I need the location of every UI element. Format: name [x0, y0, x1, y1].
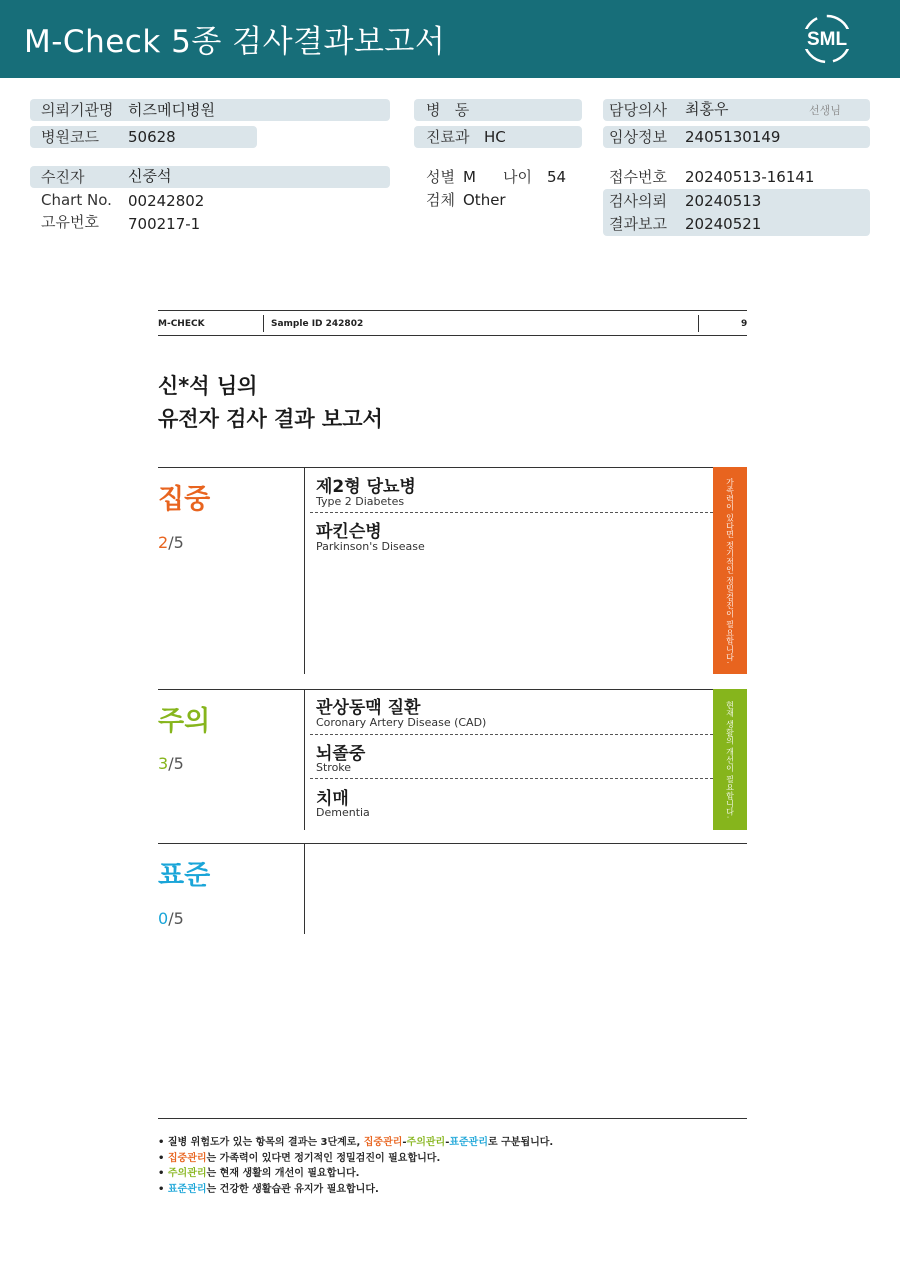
unique-value: 700217-1: [128, 215, 201, 233]
caution-top-rule: [158, 689, 747, 690]
doctor-value: 최홍우: [685, 100, 729, 118]
disease-name-en: Parkinson's Disease: [316, 540, 425, 553]
notes-top-rule: [158, 1118, 747, 1119]
hospital-code-value: 50628: [128, 128, 176, 146]
result-label: 결과보고: [609, 215, 667, 233]
patient-value: 신중석: [128, 167, 172, 185]
doctor-label: 담당의사: [609, 101, 667, 119]
patient-label: 수진자: [41, 168, 85, 186]
sample-id: Sample ID 242802: [271, 319, 364, 329]
receipt-label: 접수번호: [609, 168, 667, 186]
intensive-sidebar-text: 가족력이 있다면 정기적인 정밀검진이 필요합니다.: [725, 477, 735, 664]
specimen-label: 검체: [426, 191, 455, 209]
item-separator: [310, 734, 713, 735]
institution-label: 의뢰기관명: [41, 101, 114, 119]
disease-name-en: Type 2 Diabetes: [316, 495, 405, 508]
disease-name: 제2형 당뇨병: [316, 477, 416, 497]
note-item: • 주의관리는 현재 생활의 개선이 필요합니다.: [158, 1168, 360, 1179]
intensive-sidebar: [713, 467, 747, 674]
department-value: HC: [484, 128, 506, 146]
intensive-divider: [304, 468, 305, 674]
disease-name: 뇌졸중: [316, 744, 366, 764]
report-title-line2: 유전자 검사 결과 보고서: [158, 407, 383, 431]
sml-logo: [796, 12, 858, 66]
logo-text: SML: [806, 29, 848, 50]
caution-sidebar-text: 현재 생활의 개선이 필요합니다.: [725, 700, 735, 819]
note-item: • 표준관리는 건강한 생활습관 유지가 필요합니다.: [158, 1183, 379, 1195]
caution-sidebar: [713, 689, 747, 830]
age-value: 54: [547, 168, 567, 186]
department-label: 진료과: [426, 128, 470, 146]
disease-name-en: Stroke: [316, 761, 352, 774]
standard-divider: [304, 844, 305, 934]
ward-label: 병 동: [426, 101, 470, 119]
sex-label: 성별: [426, 168, 455, 186]
hospital-code-label: 병원코드: [41, 128, 99, 146]
disease-name: 파킨슨병: [316, 522, 382, 542]
item-separator: [310, 512, 713, 513]
caution-divider: [304, 690, 305, 830]
legend-notes: [158, 1135, 758, 1197]
note-item: • 집중관리는 가족력이 있다면 정기적인 정밀검진이 필요합니다.: [158, 1152, 441, 1164]
report-title-line1: 신*석 님의: [158, 374, 258, 398]
caution-count: 3/5: [158, 754, 184, 773]
page-number: 9: [741, 319, 748, 329]
caution-title: 주의: [158, 706, 211, 737]
intensive-count: 2/5: [158, 533, 184, 552]
age-label: 나이: [503, 168, 532, 186]
report-divider-left: [263, 315, 264, 332]
clinical-value: 2405130149: [685, 128, 781, 146]
standard-count: 0/5: [158, 909, 184, 928]
report-divider-right: [698, 315, 699, 332]
request-value: 20240513: [685, 192, 762, 210]
intensive-top-rule: [158, 467, 747, 468]
unique-label: 고유번호: [41, 213, 99, 231]
report-top-rule: [158, 310, 747, 311]
intensive-title: 집중: [158, 484, 211, 515]
report-bottom-rule: [158, 335, 747, 336]
sex-value: M: [463, 168, 476, 186]
result-value: 20240521: [685, 215, 762, 233]
report-title: M-Check 5종 검사결과보고서: [24, 24, 446, 60]
institution-value: 히즈메디병원: [128, 101, 215, 119]
disease-name-en: Coronary Artery Disease (CAD): [316, 716, 487, 729]
header-bar: [0, 0, 900, 78]
disease-name: 치매: [316, 789, 349, 809]
clinical-label: 임상정보: [609, 128, 667, 146]
receipt-value: 20240513-16141: [685, 168, 815, 186]
standard-top-rule: [158, 843, 747, 844]
disease-name: 관상동맥 질환: [316, 698, 421, 718]
disease-name-en: Dementia: [316, 806, 370, 819]
request-label: 검사의뢰: [609, 192, 667, 210]
note-item: • 질병 위험도가 있는 항목의 결과는 3단계로, 집중관리-주의관리-표준관리로 구분됩니다.: [158, 1137, 554, 1148]
report-brand: M-CHECK: [158, 319, 205, 329]
item-separator: [310, 778, 713, 779]
chart-label: Chart No.: [41, 191, 112, 209]
doctor-suffix: 선생님: [809, 104, 841, 117]
standard-title: 표준: [158, 860, 211, 891]
chart-value: 00242802: [128, 192, 205, 210]
specimen-value: Other: [463, 191, 506, 209]
